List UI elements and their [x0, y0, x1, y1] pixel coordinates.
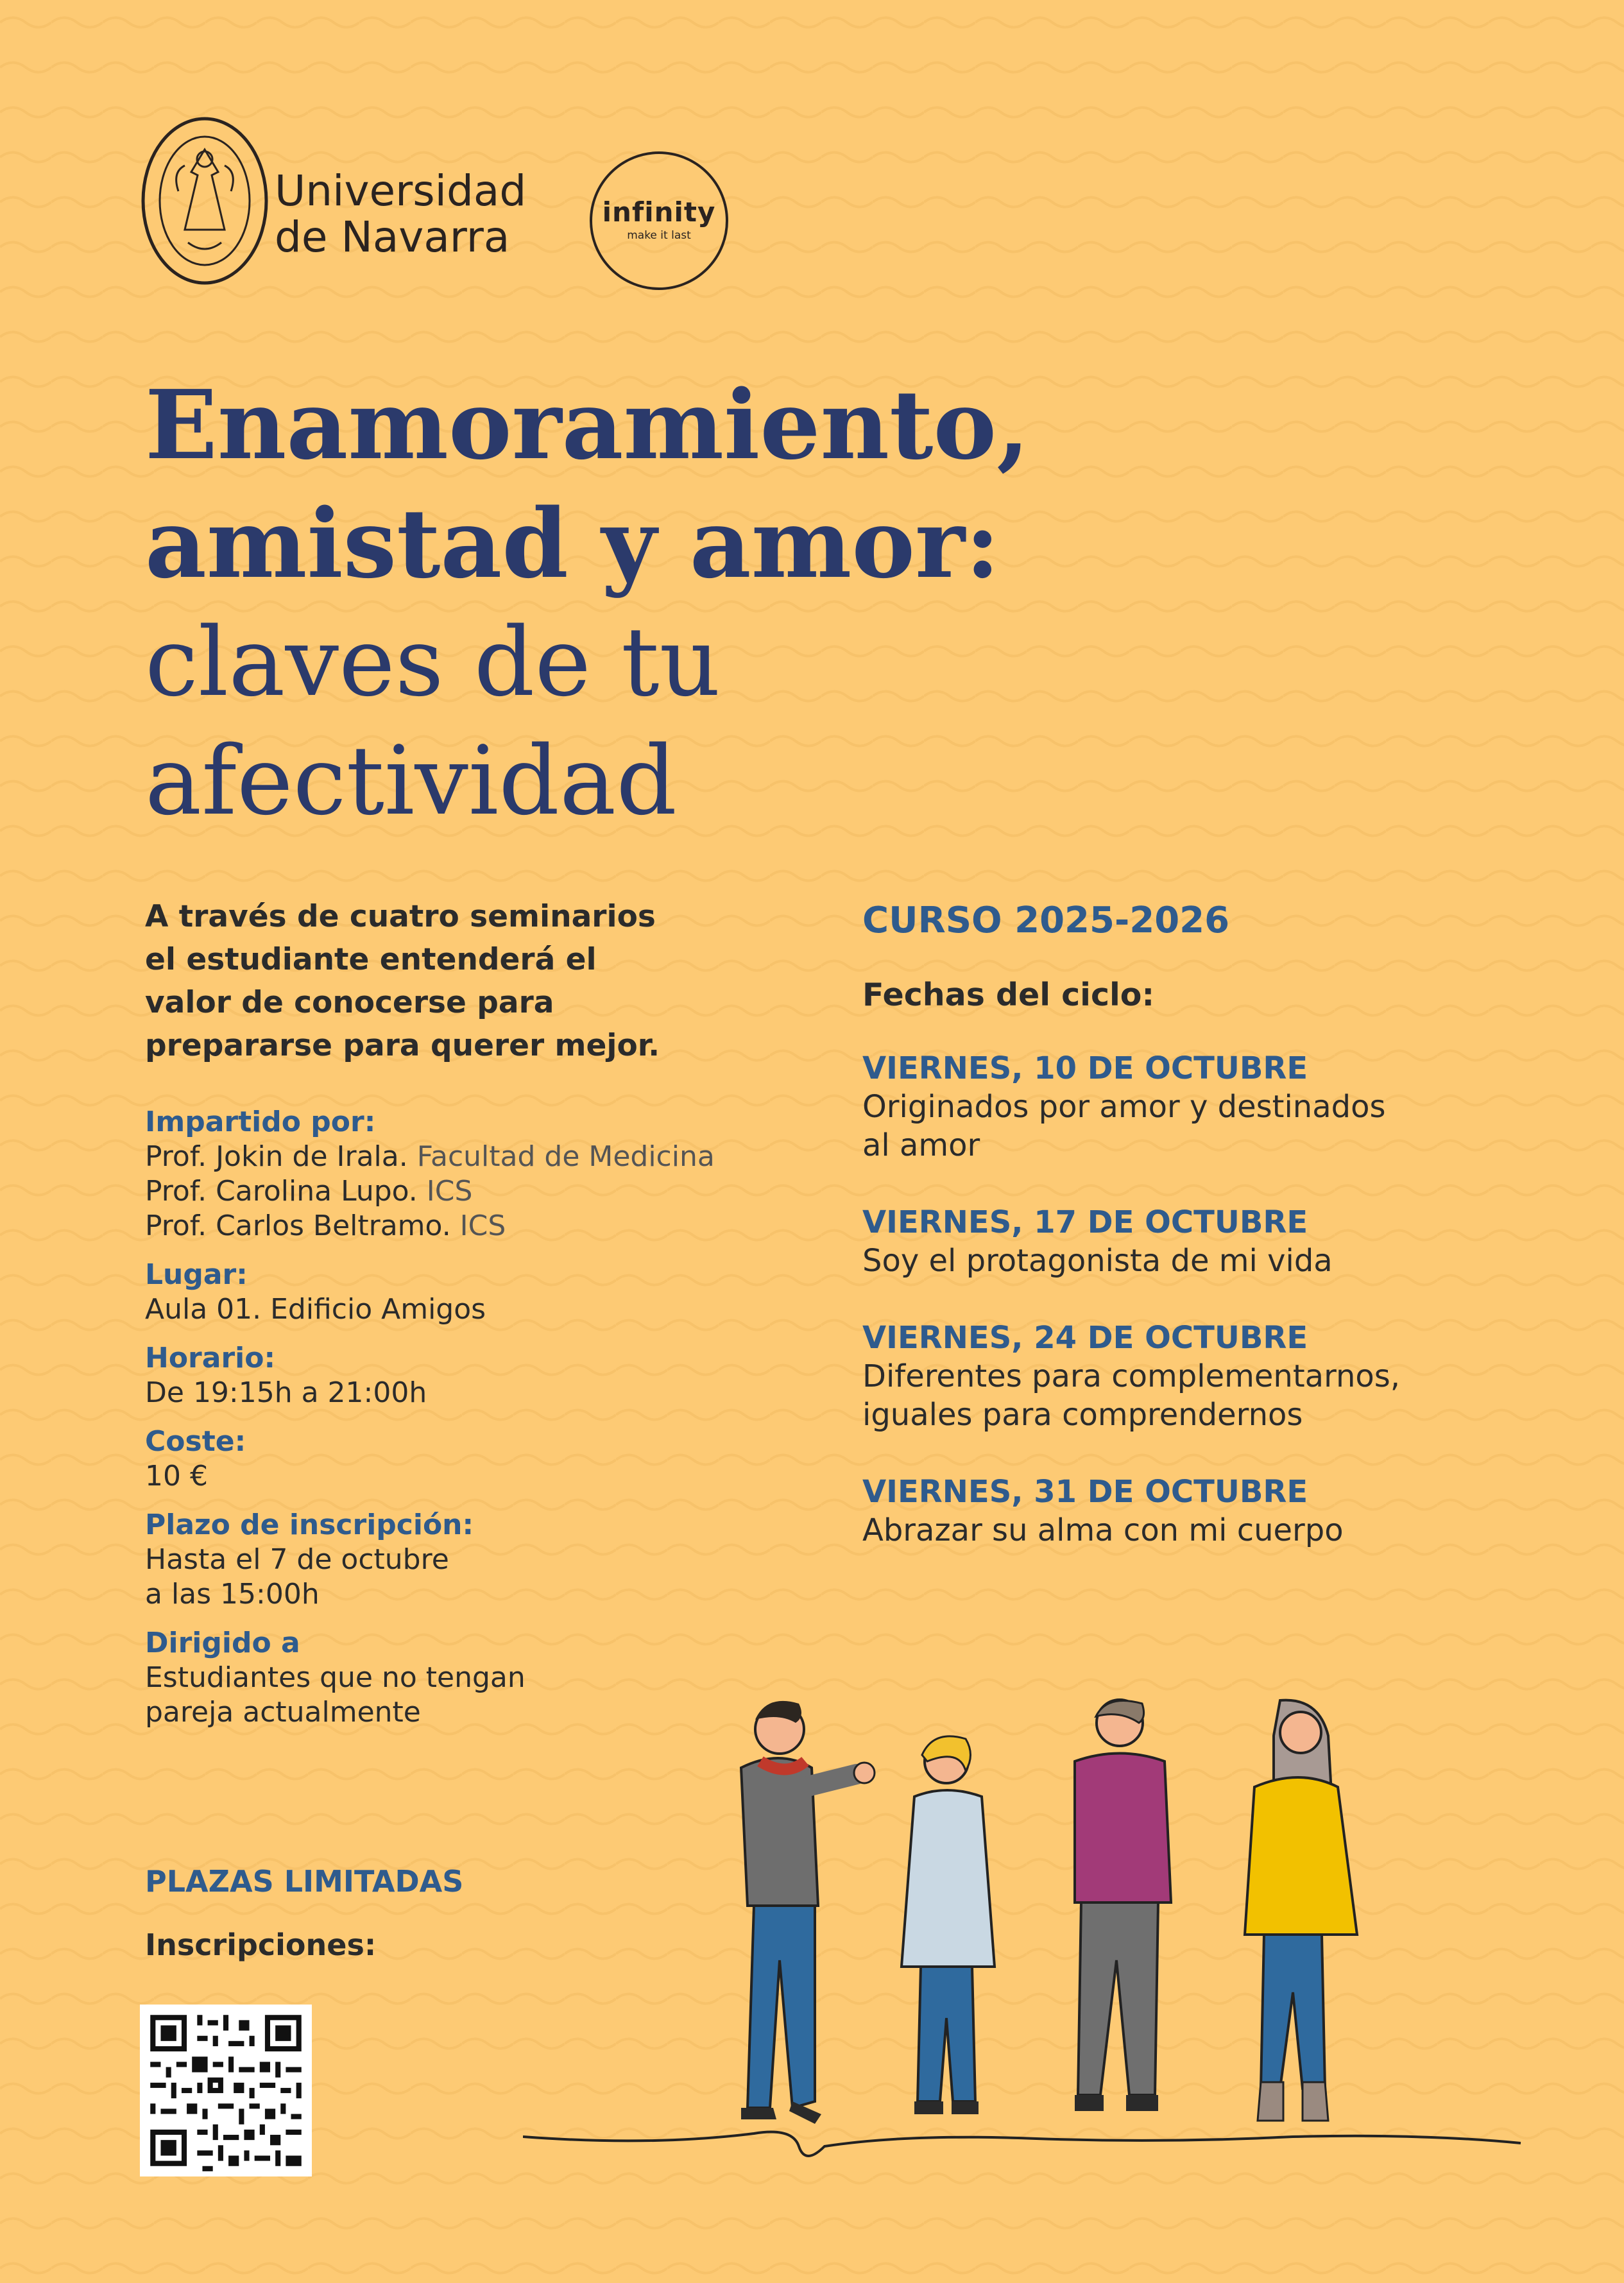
- university-seal-logo: [140, 114, 269, 287]
- dirigido-label: Dirigido a: [145, 1627, 300, 1659]
- university-name: [275, 168, 526, 261]
- title-line-2: amistad y amor:: [145, 488, 1000, 599]
- intro-line: A través de cuatro seminarios: [145, 899, 656, 934]
- session-date: VIERNES, 17 DE OCTUBRE: [862, 1204, 1308, 1240]
- session-date: VIERNES, 31 DE OCTUBRE: [862, 1474, 1308, 1510]
- plazo-block: [145, 1508, 851, 1612]
- person-woman-yellow-jacket: [1245, 1700, 1357, 2121]
- fechas-label: Fechas del ciclo:: [862, 977, 1155, 1013]
- session-title-line: Abrazar su alma con mi cuerpo: [862, 1512, 1344, 1548]
- coste-label: Coste:: [145, 1425, 246, 1458]
- plazas-limitadas: PLAZAS LIMITADAS: [145, 1864, 464, 1899]
- session-title: [862, 1357, 1568, 1434]
- intro-paragraph: [145, 895, 787, 1067]
- plazo-value-line2: a las 15:00h: [145, 1578, 320, 1611]
- prof-dept: Facultad de Medicina: [407, 1140, 715, 1173]
- poster-title: [145, 366, 1236, 841]
- title-line-3: claves de tu: [145, 607, 721, 717]
- prof-row: [145, 1209, 851, 1244]
- infinity-logo-wordmark: infinity: [602, 196, 716, 228]
- session-date: VIERNES, 10 DE OCTUBRE: [862, 1050, 1308, 1086]
- schedule-column: [862, 898, 1568, 1588]
- person-woman-blue-coat: [902, 1736, 995, 2114]
- intro-line: prepararse para querer mejor.: [145, 1028, 660, 1063]
- title-line-4: afectividad: [145, 726, 677, 836]
- session-title-line: al amor: [862, 1127, 980, 1163]
- prof-dept: ICS: [417, 1175, 473, 1208]
- session-date: VIERNES, 24 DE OCTUBRE: [862, 1320, 1308, 1356]
- people-illustration: [523, 1659, 1524, 2185]
- plazo-value-line1: Hasta el 7 de octubre: [145, 1543, 449, 1576]
- prof-dept: ICS: [450, 1210, 506, 1242]
- title-line-1: Enamoramiento,: [145, 369, 1030, 481]
- infinity-logo: [590, 151, 728, 290]
- lugar-block: [145, 1258, 851, 1327]
- inscripciones-label: Inscripciones:: [145, 1928, 377, 1962]
- horario-value: De 19:15h a 21:00h: [145, 1376, 427, 1409]
- session-title-line: Originados por amor y destinados: [862, 1089, 1386, 1125]
- curso-heading: CURSO 2025-2026: [862, 900, 1230, 941]
- horario-label: Horario:: [145, 1342, 276, 1374]
- dirigido-value-line1: Estudiantes que no tengan: [145, 1661, 526, 1694]
- lugar-value: Aula 01. Edificio Amigos: [145, 1293, 486, 1326]
- session-title-line: iguales para comprendernos: [862, 1397, 1303, 1433]
- lugar-label: Lugar:: [145, 1258, 248, 1291]
- university-name-line1: Universidad: [275, 166, 527, 216]
- infinity-logo-tagline: make it last: [627, 229, 691, 242]
- session-title-line: Soy el protagonista de mi vida: [862, 1243, 1333, 1279]
- prof-row: [145, 1174, 851, 1209]
- person-man-purple-sweater: [1075, 1700, 1171, 2111]
- impartido-label: Impartido por:: [145, 1106, 376, 1138]
- dirigido-value-line2: pareja actualmente: [145, 1696, 421, 1729]
- session-title: [862, 1242, 1568, 1280]
- session-title: [862, 1088, 1568, 1165]
- session-title: [862, 1511, 1568, 1550]
- qr-code[interactable]: [140, 2005, 312, 2176]
- coste-block: [145, 1424, 851, 1494]
- intro-line: valor de conocerse para: [145, 985, 554, 1020]
- person-man-grey-jacket: [741, 1701, 875, 2124]
- university-name-line2: de Navarra: [275, 212, 510, 262]
- prof-name: Prof. Carolina Lupo.: [145, 1175, 418, 1208]
- coste-value: 10 €: [145, 1460, 208, 1492]
- prof-name: Prof. Carlos Beltramo.: [145, 1210, 451, 1242]
- session-title-line: Diferentes para complementarnos,: [862, 1358, 1401, 1394]
- plazo-label: Plazo de inscripción:: [145, 1509, 474, 1541]
- impartido-block: [145, 1105, 851, 1244]
- prof-name: Prof. Jokin de Irala.: [145, 1140, 408, 1173]
- horario-block: [145, 1341, 851, 1410]
- event-details: [145, 1105, 851, 1744]
- prof-row: [145, 1140, 851, 1174]
- intro-line: el estudiante entenderá el: [145, 942, 597, 977]
